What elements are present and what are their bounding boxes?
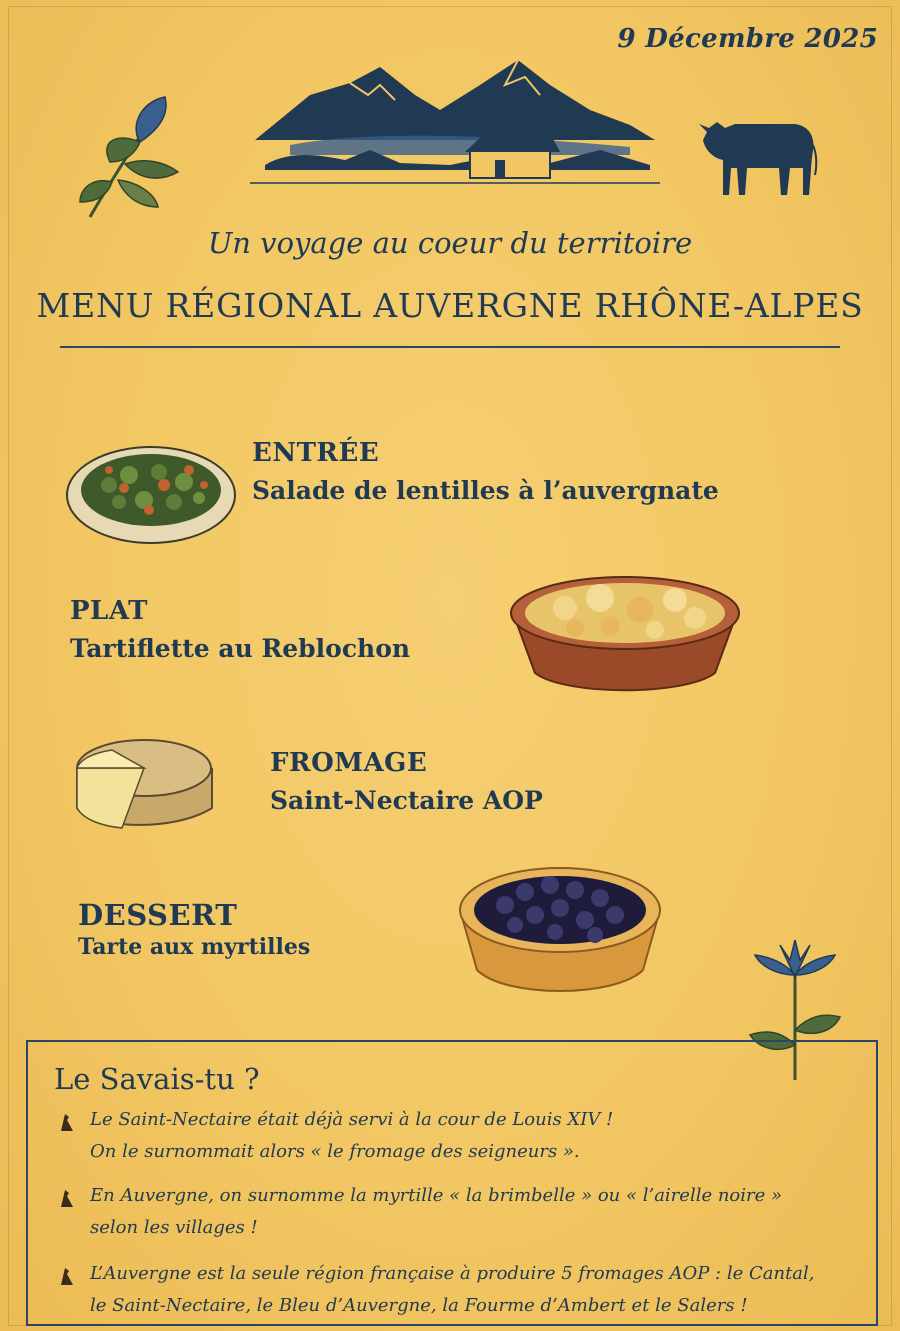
course-entree bbox=[252, 438, 719, 505]
course-dish: Tarte aux myrtilles bbox=[78, 934, 311, 960]
course-label: DESSERT bbox=[78, 898, 238, 932]
course-dish: Tartiflette au Reblochon bbox=[70, 634, 411, 663]
course-plat bbox=[70, 596, 410, 663]
cow-icon bbox=[695, 110, 820, 200]
fact-line: On le surnommait alors « le fromage des seigneurs ». bbox=[90, 1141, 580, 1162]
title-divider bbox=[60, 346, 840, 348]
facts-title: Le Savais-tu ? bbox=[54, 1062, 260, 1096]
course-label: ENTRÉE bbox=[252, 438, 380, 468]
fact-line: L’Auvergne est la seule région française à produire 5 fromages AOP : le Cantal, bbox=[90, 1263, 815, 1284]
bullet-icon bbox=[60, 1268, 74, 1286]
fact-item bbox=[60, 1180, 880, 1244]
fact-line: selon les villages ! bbox=[90, 1217, 258, 1238]
course-fromage bbox=[270, 748, 543, 815]
menu-subtitle: Un voyage au coeur du territoire bbox=[207, 226, 693, 260]
menu-date: 9 Décembre 2025 bbox=[617, 24, 878, 54]
course-label: FROMAGE bbox=[270, 748, 428, 778]
lentil-salad-icon bbox=[64, 430, 239, 550]
course-label: PLAT bbox=[70, 596, 148, 626]
course-dessert bbox=[78, 898, 310, 960]
menu-title: MENU RÉGIONAL AUVERGNE RHÔNE-ALPES bbox=[36, 286, 864, 325]
cheese-wheel-icon bbox=[72, 728, 217, 838]
tartiflette-dish-icon bbox=[505, 568, 745, 698]
fact-line: En Auvergne, on surnomme la myrtille « la brimbelle » ou « l’airelle noire » bbox=[90, 1185, 783, 1206]
bullet-icon bbox=[60, 1114, 74, 1132]
fact-line: le Saint-Nectaire, le Bleu d’Auvergne, la Fourme d’Ambert et le Salers ! bbox=[90, 1295, 748, 1316]
fact-line: Le Saint-Nectaire était déjà servi à la cour de Louis XIV ! bbox=[90, 1109, 614, 1130]
fact-item bbox=[60, 1258, 880, 1322]
leaf-branch-icon bbox=[70, 82, 190, 222]
mountain-landscape-icon bbox=[250, 55, 660, 190]
course-dish: Salade de lentilles à l’auvergnate bbox=[252, 476, 719, 505]
bullet-icon bbox=[60, 1190, 74, 1208]
blueberry-tart-icon bbox=[455, 860, 665, 1000]
course-dish: Saint-Nectaire AOP bbox=[270, 786, 543, 815]
fact-item bbox=[60, 1104, 880, 1168]
